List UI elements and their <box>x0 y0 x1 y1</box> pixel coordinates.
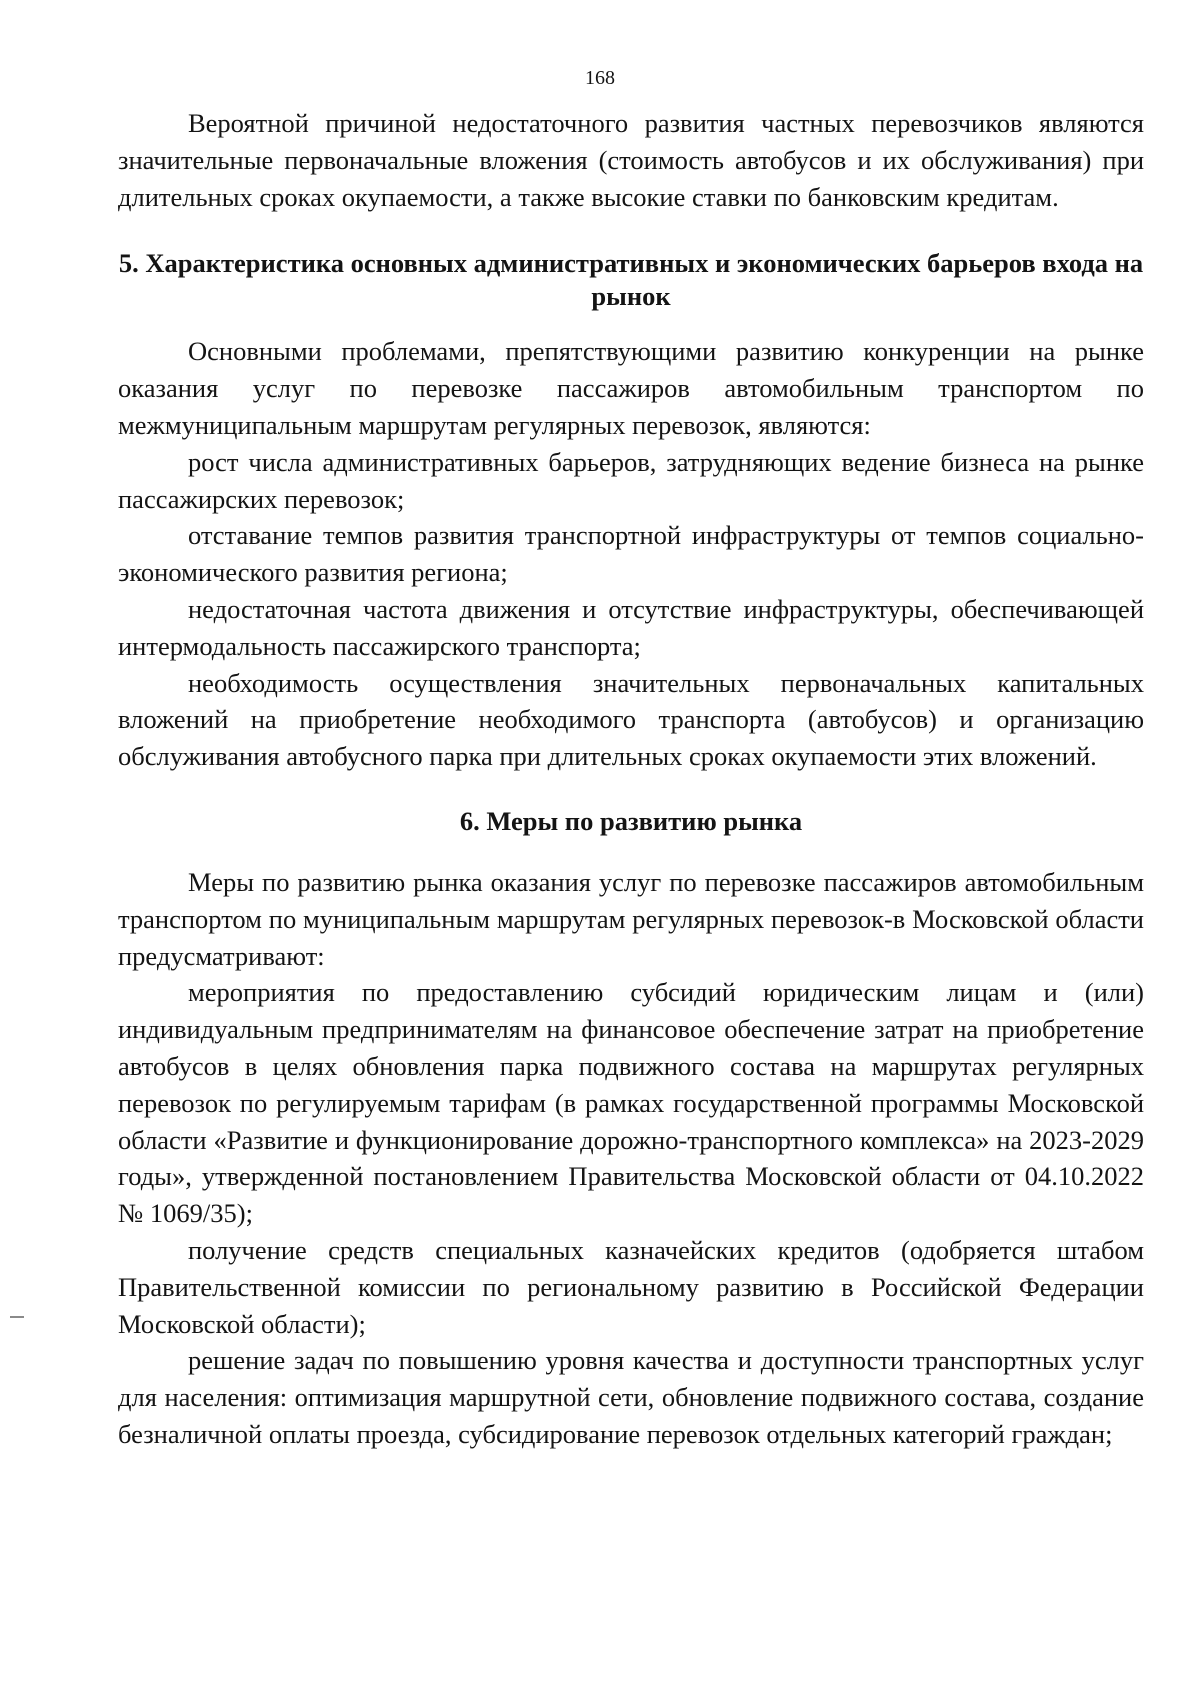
section-5-paragraph: Основными проблемами, препятствующими развитию конкуренции на рынке оказания услуг по перевозке пассажиров автомобильным транспортом по межмуниципальным маршрутам регулярных перевозок, являются: <box>118 336 1144 440</box>
section-5-list-item: отставание темпов развития транспортной инфраструктуры от темпов социально-экономического развития региона; <box>118 520 1144 588</box>
section-5-heading: 5. Характеристика основных административных и экономических барьеров входа на рынок <box>118 248 1144 312</box>
section-6-list-item: решение задач по повышению уровня качества и доступности транспортных услуг для населения: оптимизация маршрутной сети, обновление подвижного состава, создание безналичной оплаты проезда, субсидирование перевозок отдельных категорий граждан; <box>118 1345 1144 1449</box>
scan-mark <box>10 1316 24 1318</box>
section-5-list-item: рост числа административных барьеров, затрудняющих ведение бизнеса на рынке пассажирских перевозок; <box>118 446 1144 514</box>
page-content <box>118 105 1144 1453</box>
section-5-list-item: недостаточная частота движения и отсутствие инфраструктуры, обеспечивающей интермодальность пассажирского транспорта; <box>118 593 1144 661</box>
section-5-list-item: необходимость осуществления значительных первоначальных капитальных вложений на приобретение необходимого транспорта (автобусов) и организацию обслуживания автобусного парка при длительных сроках окупаемости этих вложений. <box>118 667 1144 772</box>
intro-paragraph: Вероятной причиной недостаточного развития частных перевозчиков являются значительные первоначальные вложения (стоимость автобусов и их обслуживания) при длительных сроках окупаемости, а также высокие ставки по банковским кредитам. <box>118 108 1144 212</box>
section-6-list-item: получение средств специальных казначейских кредитов (одобряется штабом Правительственной комиссии по региональному развитию в Российской Федерации Московской области); <box>118 1234 1144 1339</box>
section-6-paragraph: Меры по развитию рынка оказания услуг по перевозке пассажиров автомобильным транспортом по муниципальным маршрутам регулярных перевозок-в Московской области предусматривают: <box>118 866 1144 971</box>
section-6-heading: 6. Меры по развитию рынка <box>459 805 803 836</box>
section-6-list-item: мероприятия по предоставлению субсидий юридическим лицам и (или) индивидуальным предпринимателям на финансовое обеспечение затрат на приобретение автобусов в целях обновления парка подвижного состава на маршрутах регулярных перевозок по регулируемым тарифам (в рамках государственной программы Московской области «Развитие и функционирование дорожно-транспортного комплекса» на 2023-2029 годы», утвержденной постановлением Правительства Московской области от 04.10.2022 № 1069/35); <box>118 977 1144 1229</box>
page-number: 168 <box>585 67 615 89</box>
